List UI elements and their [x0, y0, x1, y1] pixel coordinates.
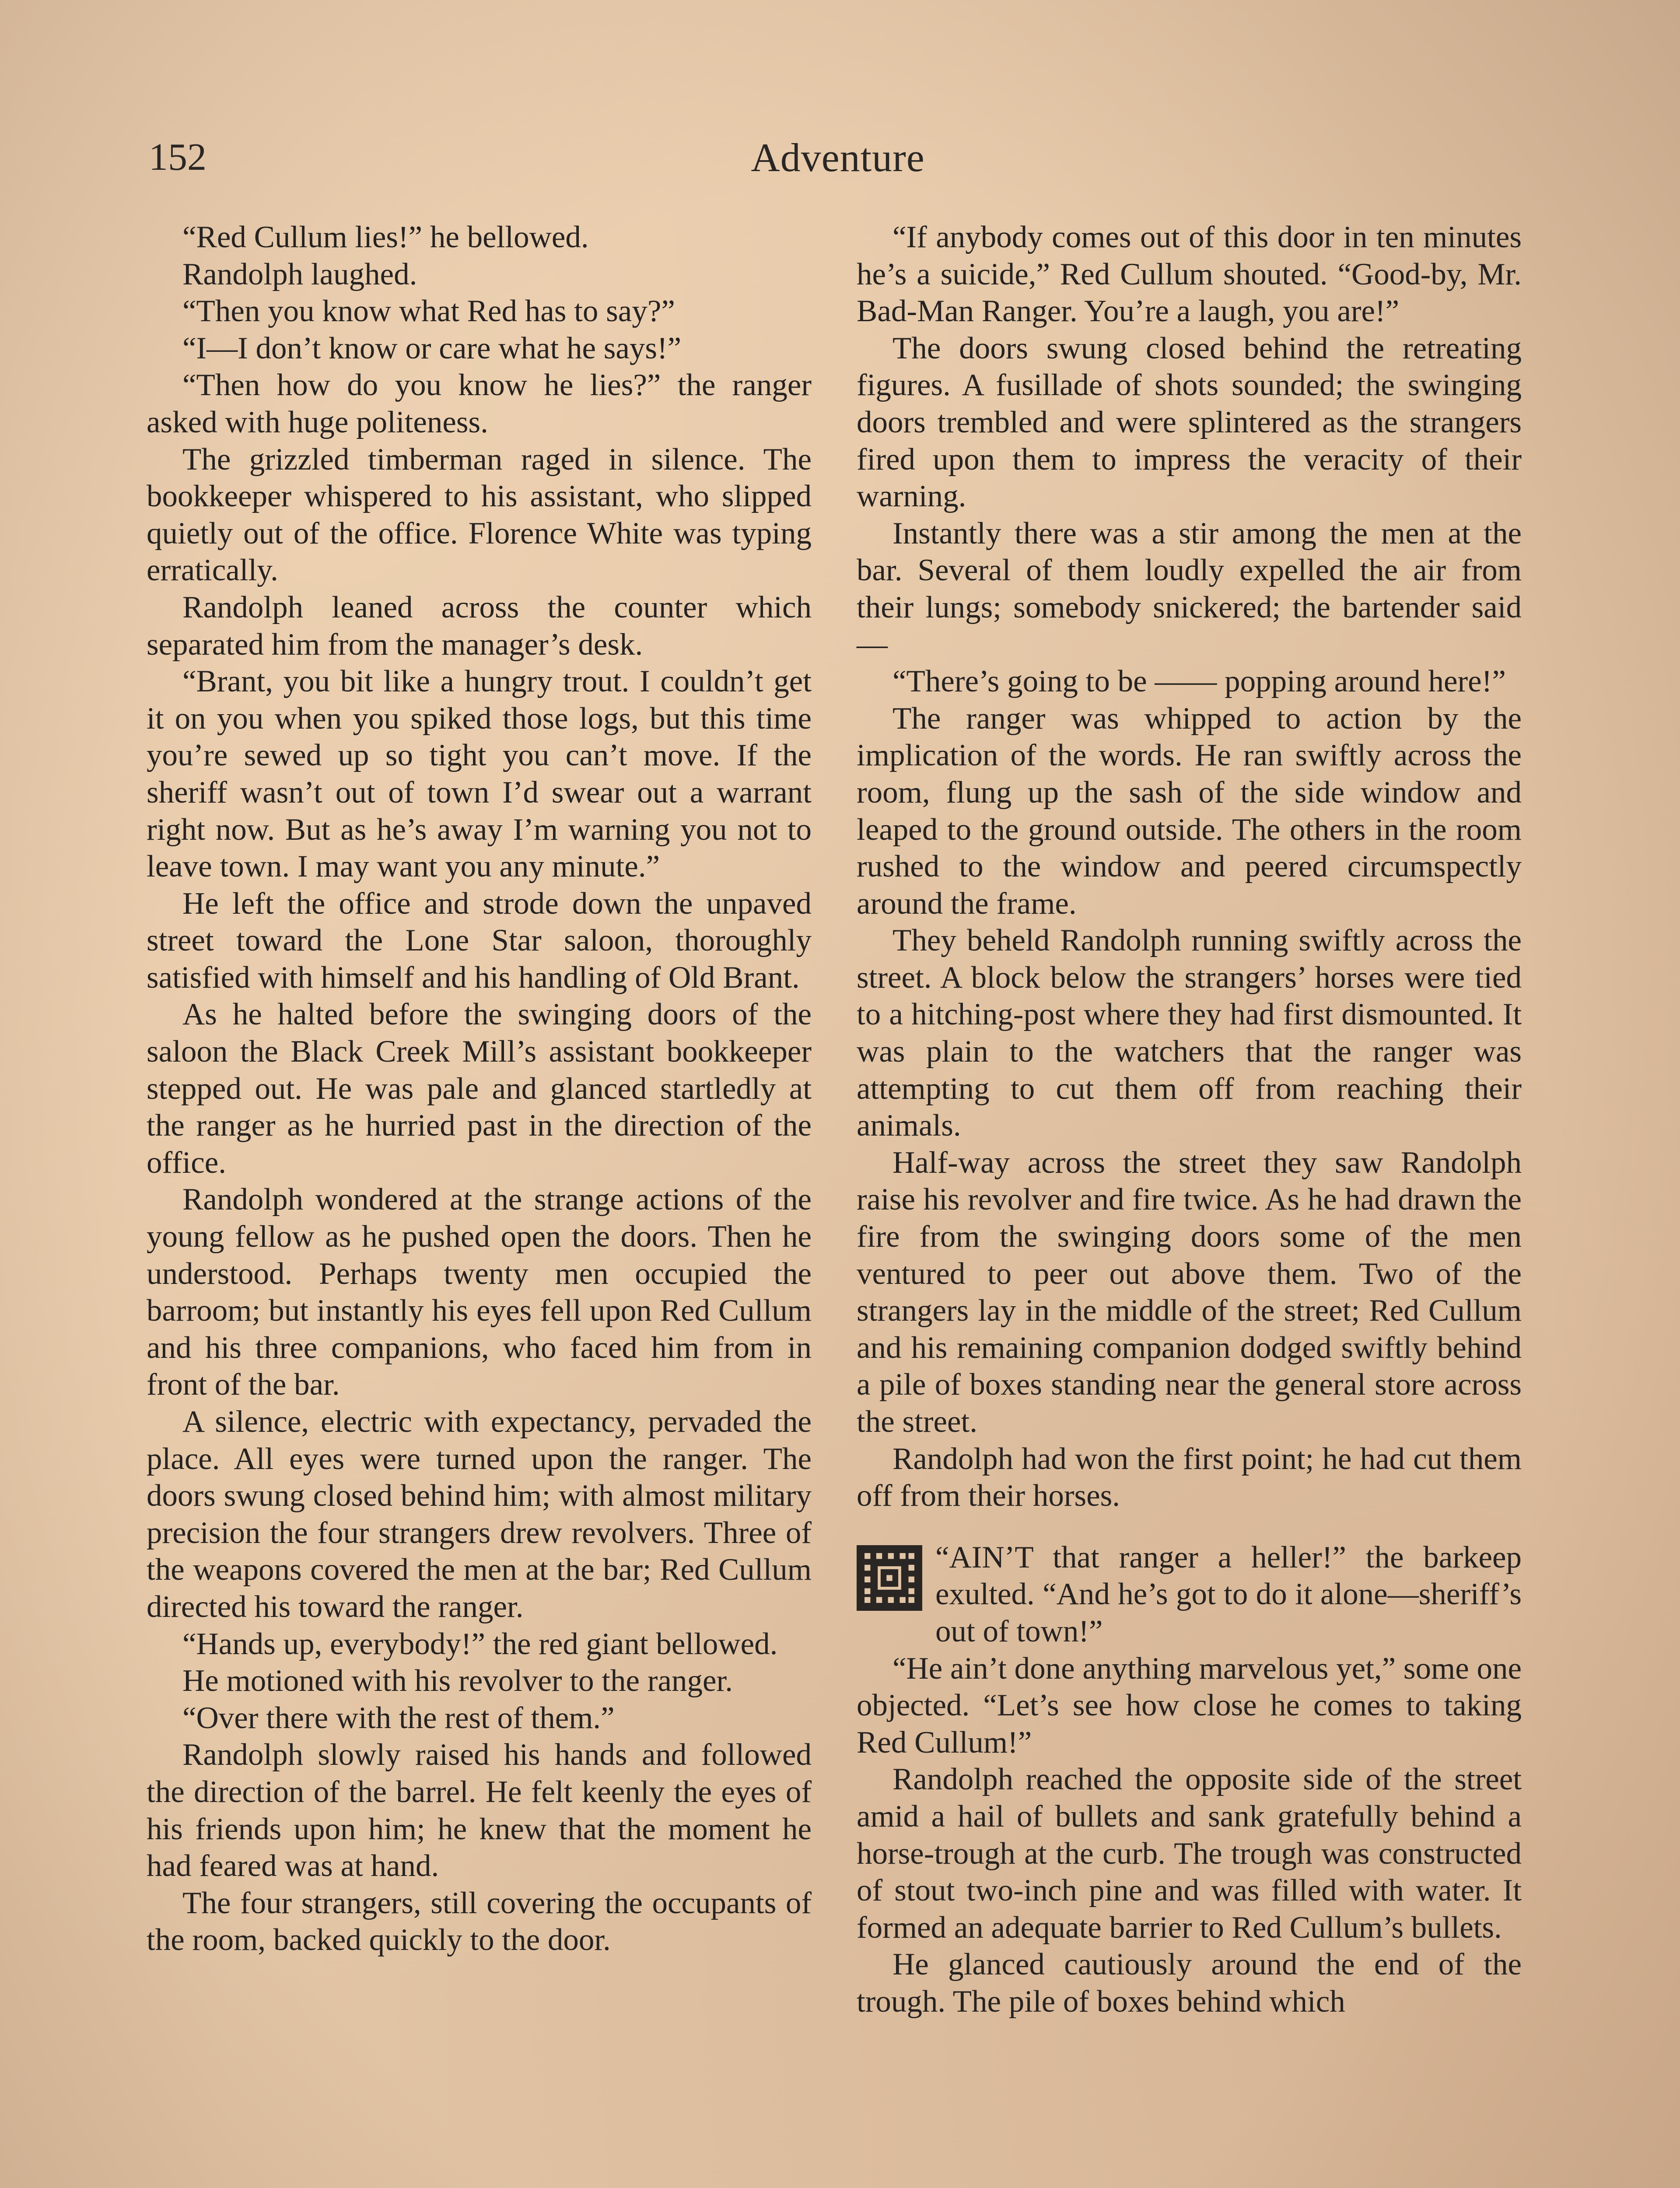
paragraph: He glanced cautiously around the end of the trough. The pile of boxes behind which — [857, 1947, 1522, 2019]
running-title: Adventure — [751, 135, 925, 180]
paragraph: The doors swung closed behind the retreating figures. A fusillade of shots sounded; the swinging doors trembled and were splintered as the strangers fired upon them to impress the veracity of their warning. — [857, 331, 1522, 514]
paragraph: A silence, electric with expectancy, pervaded the place. All eyes were turned upon the ranger. The doors swung closed behind him; with almost military precision the four strangers drew revolvers. Three of the weapons covered the men at the bar; Red Cullum directed his toward the ranger. — [147, 1405, 812, 1624]
paragraph: He motioned with his revolver to the ranger. — [182, 1664, 733, 1698]
paragraph: He left the office and strode down the unpaved street toward the Lone Star saloon, thoroughly satisfied with himself and his handling of Old Brant. — [147, 886, 812, 995]
left-text-column — [147, 219, 812, 1959]
paragraph: “Hands up, everybody!” the red giant bellowed. — [182, 1627, 778, 1661]
paragraph: The ranger was whipped to action by the implication of the words. He ran swiftly across the room, flung up the sash of the side window and leaped to the ground outside. The others in the room rushed to the window and peered circumspectly around the frame. — [857, 701, 1522, 921]
paragraph: “If anybody comes out of this door in ten minutes he’s a suicide,” Red Cullum shouted. “Good-by, Mr. Bad-Man Ranger. You’re a laugh, you are!” — [857, 220, 1522, 329]
paragraph: The grizzled timberman raged in silence. The bookkeeper whispered to his assistant, who slipped quietly out of the office. Florence White was typing erratically. — [147, 442, 812, 588]
paragraph: “I—I don’t know or care what he says!” — [182, 331, 682, 365]
paragraph: Randolph wondered at the strange actions of the young fellow as he pushed open the doors. Then he understood. Perhaps twenty men occupied the barroom; but instantly his eyes fell upon Red Cullum and his three companions, who faced him from in front of the bar. — [147, 1182, 812, 1402]
paragraph: “Brant, you bit like a hungry trout. I couldn’t get it on you when you spiked those logs, but this time you’re sewed up so tight you can’t move. If the sheriff wasn’t out of town I’d swear out a warrant right now. But as he’s away I’m warning you not to leave town. I may want you any minute.” — [147, 664, 812, 884]
paragraph: “There’s going to be —— popping around here!” — [892, 664, 1506, 699]
paragraph: They beheld Randolph running swiftly across the street. A block below the strangers’ horses were tied to a hitching-post where they had first dismounted. It was plain to the watchers that the ranger was attempting to cut them off from reaching their animals. — [857, 923, 1522, 1143]
paragraph: Randolph slowly raised his hands and followed the direction of the barrel. He felt keenly the eyes of his friends upon him; he knew that the moment he had feared was at hand. — [147, 1738, 812, 1883]
paragraph: Randolph had won the first point; he had cut them off from their horses. — [857, 1441, 1522, 1513]
page-number: 152 — [149, 136, 206, 179]
paragraph: “Red Cullum lies!” he bellowed. — [182, 220, 589, 254]
paragraph: “Then how do you know he lies?” the ranger asked with huge politeness. — [147, 368, 812, 439]
paragraph: Randolph leaned across the counter which separated him from the manager’s desk. — [147, 590, 812, 662]
paragraph: The four strangers, still covering the occupants of the room, backed quickly to the door. — [147, 1886, 812, 1957]
section-break-block — [857, 1539, 1522, 2020]
paragraph: Randolph laughed. — [182, 257, 417, 291]
right-text-column — [857, 219, 1522, 2020]
page-header — [149, 131, 1527, 188]
paragraph: As he halted before the swinging doors of the saloon the Black Creek Mill’s assistant bookkeeper stepped out. He was pale and glanced startledly at the ranger as he hurried past in the direction of the office. — [147, 997, 812, 1180]
paragraph: “AIN’T that ranger a heller!” the barkeep exulted. “And he’s got to do it alone—sheriff’s out of town!” — [935, 1540, 1522, 1648]
paragraph: Instantly there was a stir among the men at the bar. Several of them loudly expelled the air from their lungs; somebody snickered; the bartender said— — [857, 516, 1522, 662]
paragraph: Randolph reached the opposite side of the street amid a hail of bullets and sank gratefully behind a horse-trough at the curb. The trough was constructed of stout two-inch pine and was filled with water. It formed an adequate barrier to Red Cullum’s bullets. — [857, 1762, 1522, 1945]
paragraph: Half-way across the street they saw Randolph raise his revolver and fire twice. As he had drawn the fire from the swinging doors some of the men ventured to peer out above them. Two of the strangers lay in the middle of the street; Red Cullum and his remaining companion dodged swiftly behind a pile of boxes standing near the general store across the street. — [857, 1145, 1522, 1439]
paragraph: “He ain’t done anything marvelous yet,” some one objected. “Let’s see how close he comes to taking Red Cullum!” — [857, 1651, 1522, 1760]
paragraph: “Then you know what Red has to say?” — [182, 294, 675, 329]
decorative-block-ornament-icon — [857, 1545, 922, 1611]
paragraph: “Over there with the rest of them.” — [182, 1701, 615, 1735]
